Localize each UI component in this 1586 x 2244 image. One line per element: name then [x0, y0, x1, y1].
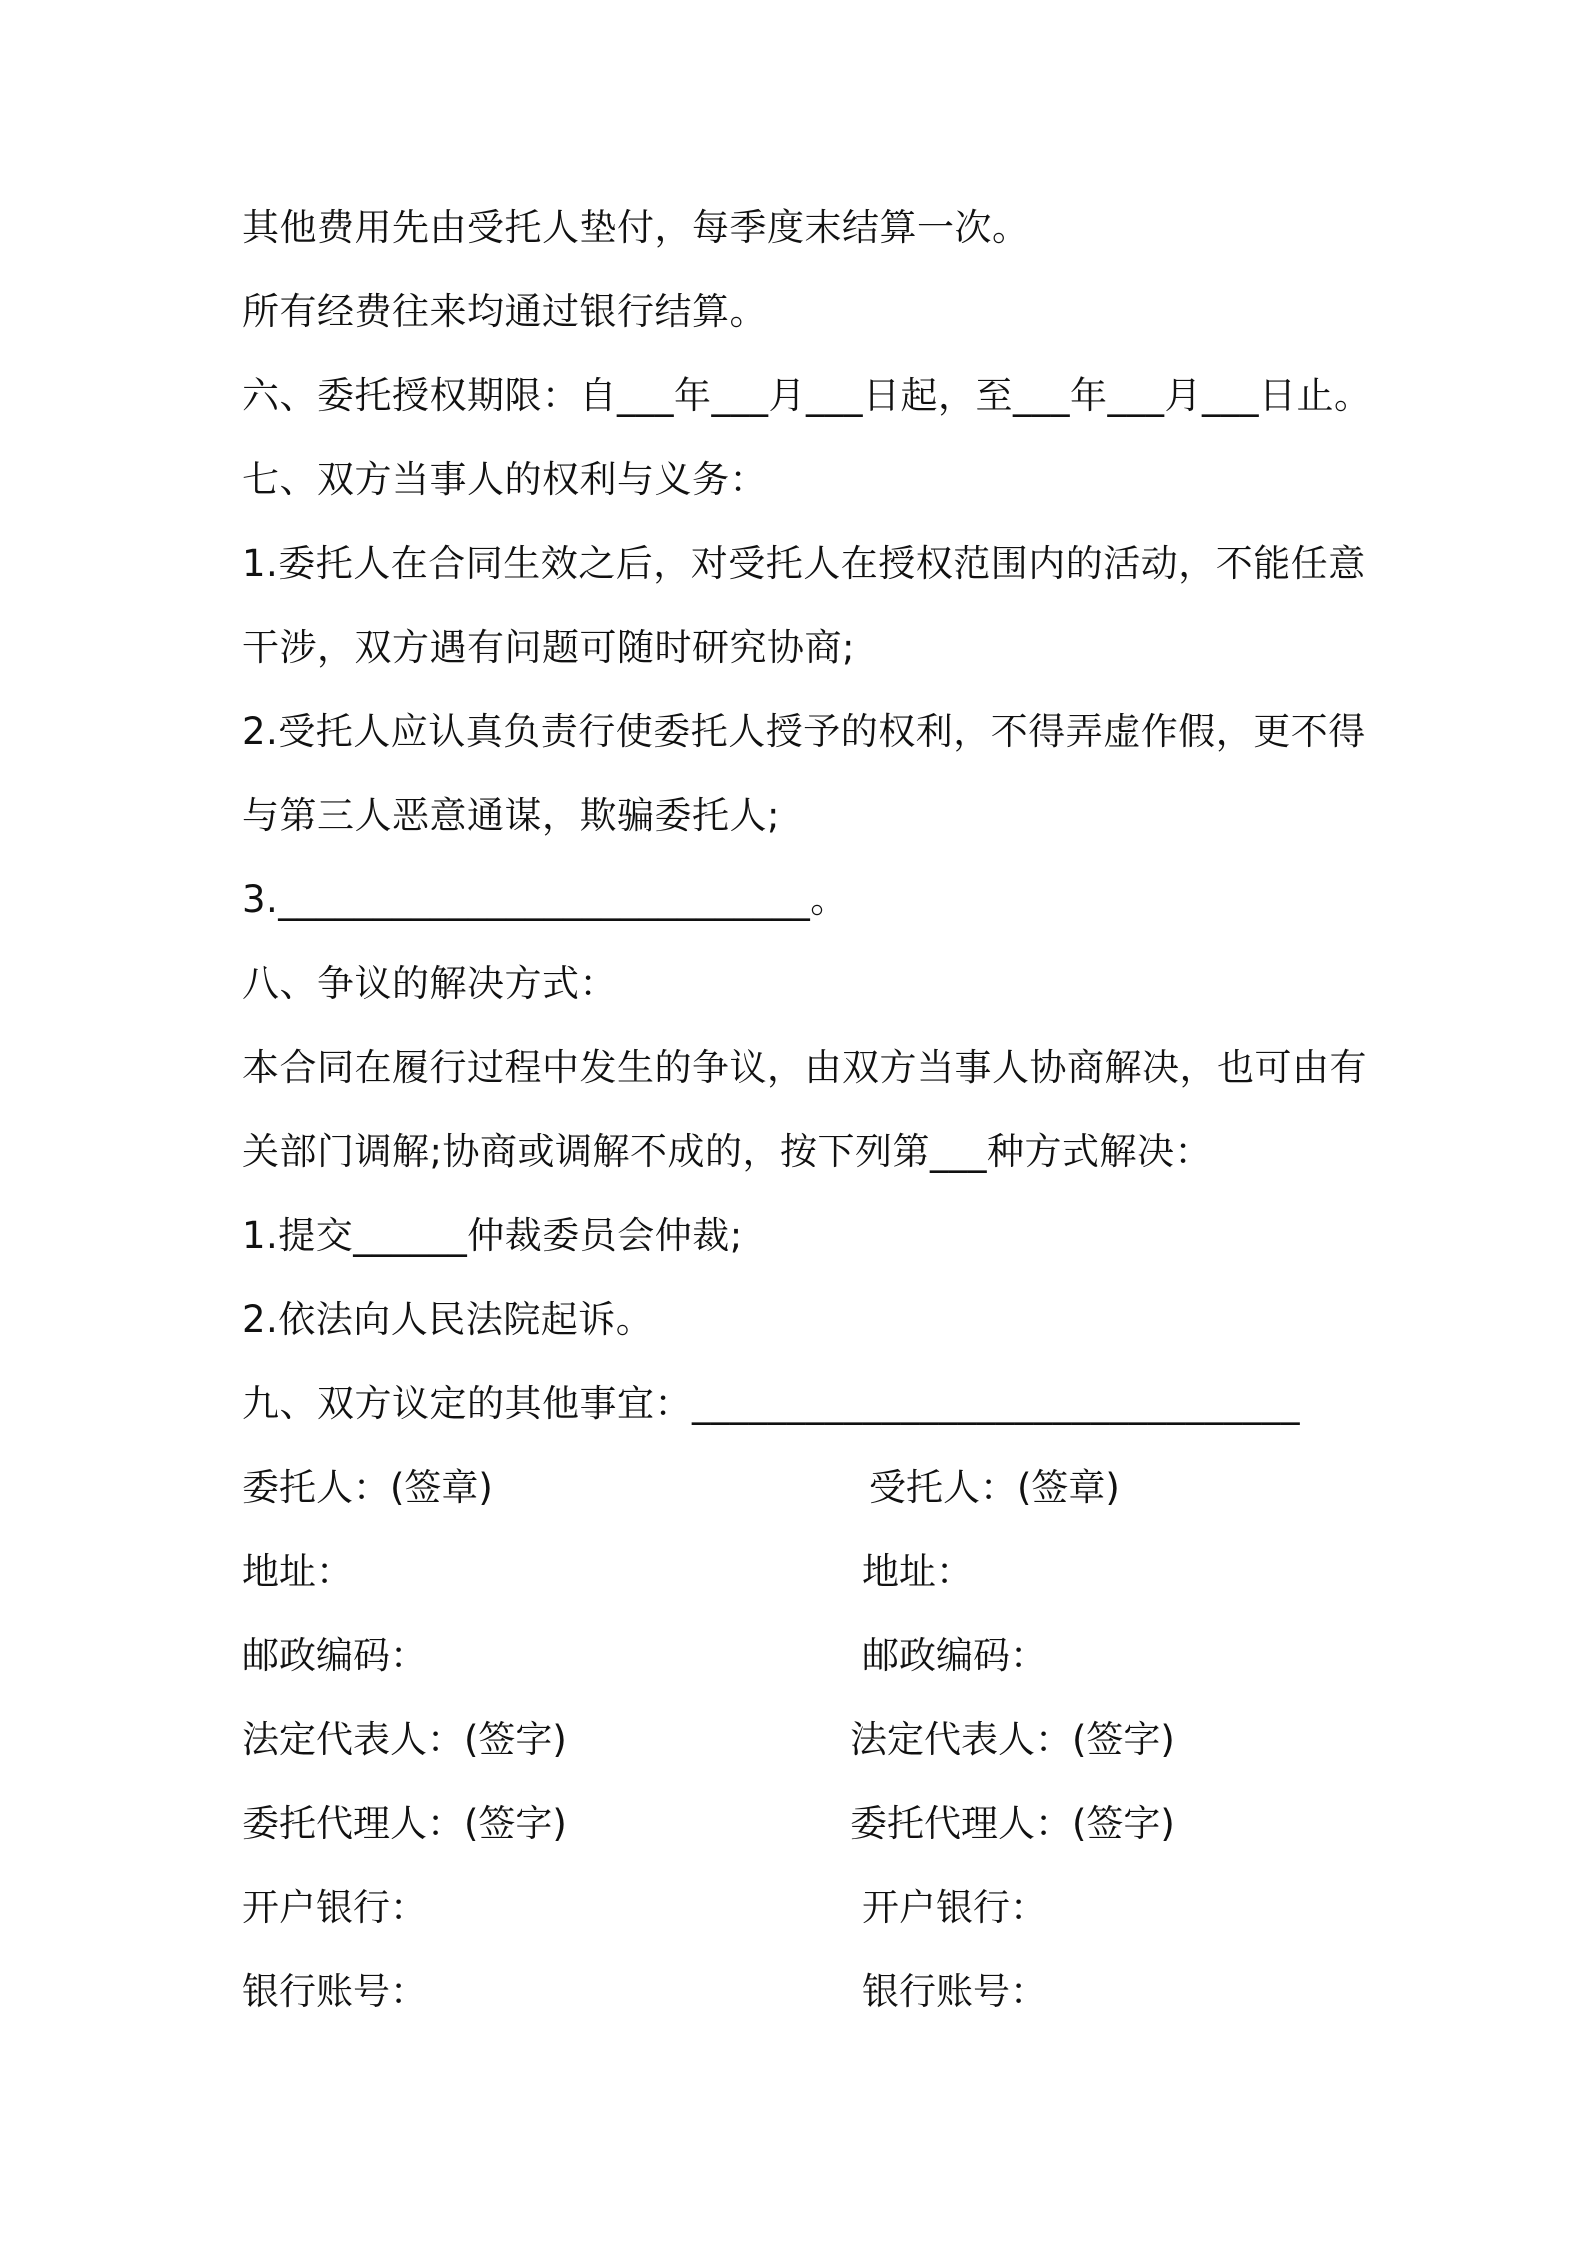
agent-legal-rep-label: 法定代表人：(签字) [850, 1718, 1175, 1761]
section-7-item-2b: 与第三人恶意通谋，欺骗委托人; [242, 794, 780, 837]
signature-row-party [242, 1466, 1362, 1510]
principal-bank-label: 开户银行： [242, 1886, 427, 1929]
section-8-heading: 八、争议的解决方式： [242, 962, 617, 1005]
signature-row-postcode [242, 1634, 1362, 1678]
body-line-bank-settlement: 所有经费往来均通过银行结算。 [242, 290, 767, 333]
section-7-item-2a: 2.受托人应认真负责行使委托人授予的权利，不得弄虚作假，更不得 [242, 710, 1366, 753]
section-6-term: 六、委托授权期限：自___年___月___日起，至___年___月___日止。 [242, 374, 1372, 417]
signature-row-proxy [242, 1802, 1362, 1846]
section-7-item-1b: 干涉，双方遇有问题可随时研究协商; [242, 626, 855, 669]
section-7-item-3: 3.____________________________。 [242, 878, 848, 921]
section-8-option-1: 1.提交______仲裁委员会仲裁; [242, 1214, 743, 1257]
principal-seal-label: 委托人：(签章) [242, 1466, 493, 1509]
principal-address-label: 地址： [242, 1550, 353, 1593]
section-7-item-1a: 1.委托人在合同生效之后，对受托人在授权范围内的活动，不能任意 [242, 542, 1366, 585]
section-8-option-2: 2.依法向人民法院起诉。 [242, 1298, 654, 1341]
agent-bank-label: 开户银行： [862, 1886, 1047, 1929]
principal-proxy-label: 委托代理人：(签字) [242, 1802, 567, 1845]
signature-row-legal-rep [242, 1718, 1362, 1762]
section-8-body-b: 关部门调解;协商或调解不成的，按下列第___种方式解决： [242, 1130, 1212, 1173]
signature-row-bank [242, 1886, 1362, 1930]
signature-row-account [242, 1970, 1362, 2014]
agent-seal-label: 受托人：(签章) [869, 1466, 1120, 1509]
principal-account-label: 银行账号： [242, 1970, 427, 2013]
principal-postcode-label: 邮政编码： [242, 1634, 427, 1677]
agent-proxy-label: 委托代理人：(签字) [850, 1802, 1175, 1845]
section-9-other-matters: 九、双方议定的其他事宜：________________________________ [242, 1382, 1300, 1425]
section-8-body-a: 本合同在履行过程中发生的争议，由双方当事人协商解决，也可由有 [242, 1046, 1367, 1089]
body-line-fees: 其他费用先由受托人垫付，每季度末结算一次。 [242, 206, 1030, 249]
signature-row-address [242, 1550, 1362, 1594]
agent-postcode-label: 邮政编码： [862, 1634, 1047, 1677]
principal-legal-rep-label: 法定代表人：(签字) [242, 1718, 567, 1761]
agent-account-label: 银行账号： [862, 1970, 1047, 2013]
agent-address-label: 地址： [862, 1550, 973, 1593]
section-7-heading: 七、双方当事人的权利与义务： [242, 458, 767, 501]
